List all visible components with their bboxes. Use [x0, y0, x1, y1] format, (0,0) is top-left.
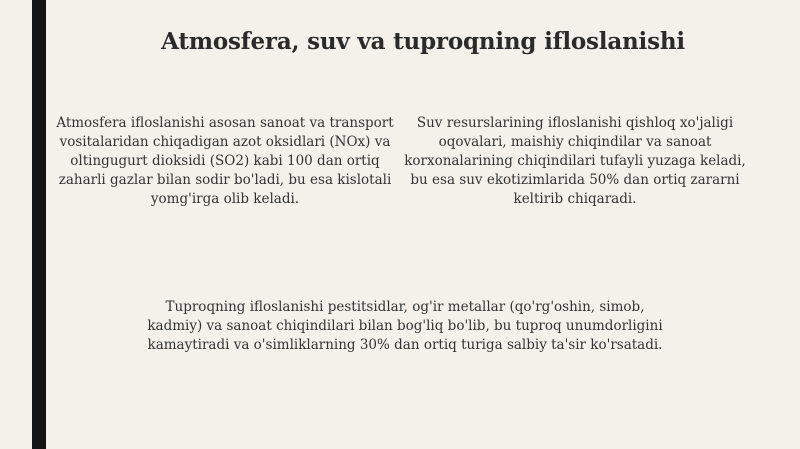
paragraph-soil-pollution: Tuproqning ifloslanishi pestitsidlar, og'ir metallar (qo'rg'oshin, simob, kadmiy) va sanoat chiqindilari bilan bog'liq bo'lib, bu tuproq unumdorligini kamaytiradi va o'simliklarning 30% dan ortiq turiga salbiy ta'sir ko'rsatadi.	[147, 299, 663, 353]
paragraph-air-pollution: Atmosfera ifloslanishi asosan sanoat va transport vositalaridan chiqadigan azot oksidlari (NOx) va oltingugurt dioksidi (SO2) kabi 100 dan ortiq zaharli gazlar bilan sodir bo'ladi, bu esa kislotali yomg'irga olib keladi.	[56, 115, 394, 207]
accent-bar	[32, 0, 46, 449]
slide-title: Atmosfera, suv va tuproqning ifloslanishi	[161, 28, 685, 55]
paragraph-water-pollution: Suv resurslarining ifloslanishi qishloq xo'jaligi oqovalari, maishiy chiqindilar va sanoat korxonalarining chiqindilari tufayli yuzaga keladi, bu esa suv ekotizimlarida 50% dan ortiq zararni keltirib chiqaradi.	[404, 115, 746, 207]
